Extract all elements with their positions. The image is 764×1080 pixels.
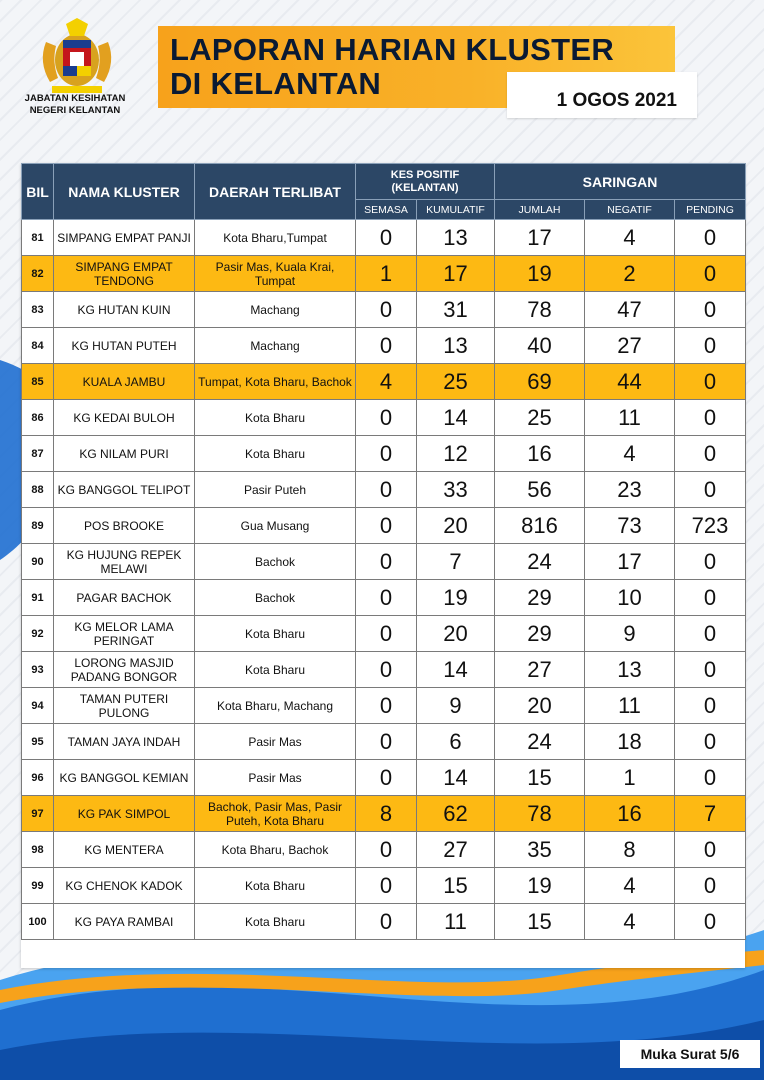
cell-kumulatif: 6 xyxy=(417,724,495,760)
header-bil: BIL xyxy=(22,164,54,220)
cell-semasa: 0 xyxy=(356,616,417,652)
cell-nama-kluster: KG MELOR LAMA PERINGAT xyxy=(54,616,195,652)
cell-jumlah: 19 xyxy=(495,868,585,904)
cluster-table-body xyxy=(22,220,746,940)
cell-semasa: 0 xyxy=(356,400,417,436)
cell-nama-kluster: KG PAYA RAMBAI xyxy=(54,904,195,940)
cell-kumulatif: 25 xyxy=(417,364,495,400)
cell-negatif: 4 xyxy=(585,904,675,940)
cell-jumlah: 816 xyxy=(495,508,585,544)
page-number: Muka Surat 5/6 xyxy=(620,1040,760,1068)
cell-semasa: 0 xyxy=(356,580,417,616)
cell-jumlah: 15 xyxy=(495,904,585,940)
cell-kumulatif: 17 xyxy=(417,256,495,292)
cluster-table-container xyxy=(21,163,745,968)
cell-semasa: 0 xyxy=(356,472,417,508)
cell-daerah: Kota Bharu,Tumpat xyxy=(195,220,356,256)
cell-kumulatif: 9 xyxy=(417,688,495,724)
cell-pending: 0 xyxy=(675,580,746,616)
cell-negatif: 16 xyxy=(585,796,675,832)
cell-negatif: 4 xyxy=(585,868,675,904)
cell-bil: 100 xyxy=(22,904,54,940)
cell-pending: 0 xyxy=(675,724,746,760)
table-row xyxy=(22,616,746,652)
cell-bil: 99 xyxy=(22,868,54,904)
cell-pending: 0 xyxy=(675,364,746,400)
cell-kumulatif: 31 xyxy=(417,292,495,328)
cell-pending: 723 xyxy=(675,508,746,544)
header-kes-positif xyxy=(356,164,495,200)
cell-bil: 83 xyxy=(22,292,54,328)
cell-negatif: 2 xyxy=(585,256,675,292)
cell-nama-kluster: KG BANGGOL TELIPOT xyxy=(54,472,195,508)
cell-bil: 94 xyxy=(22,688,54,724)
cell-pending: 0 xyxy=(675,328,746,364)
cell-semasa: 0 xyxy=(356,904,417,940)
cell-bil: 82 xyxy=(22,256,54,292)
cell-kumulatif: 19 xyxy=(417,580,495,616)
cell-daerah: Kota Bharu xyxy=(195,400,356,436)
cell-nama-kluster: POS BROOKE xyxy=(54,508,195,544)
cell-nama-kluster: KG KEDAI BULOH xyxy=(54,400,195,436)
cluster-table xyxy=(21,163,746,940)
cell-kumulatif: 27 xyxy=(417,832,495,868)
table-row xyxy=(22,508,746,544)
table-row xyxy=(22,544,746,580)
cell-pending: 0 xyxy=(675,616,746,652)
cell-negatif: 4 xyxy=(585,220,675,256)
cell-negatif: 4 xyxy=(585,436,675,472)
cell-nama-kluster: KG CHENOK KADOK xyxy=(54,868,195,904)
date-box xyxy=(507,72,697,118)
cell-semasa: 0 xyxy=(356,652,417,688)
title-line-1: LAPORAN HARIAN KLUSTER xyxy=(170,32,615,67)
cell-negatif: 10 xyxy=(585,580,675,616)
department-line-1: JABATAN KESIHATAN xyxy=(24,93,126,104)
cell-pending: 0 xyxy=(675,688,746,724)
cell-semasa: 0 xyxy=(356,760,417,796)
cell-jumlah: 19 xyxy=(495,256,585,292)
cell-semasa: 0 xyxy=(356,544,417,580)
cell-kumulatif: 20 xyxy=(417,508,495,544)
cell-negatif: 1 xyxy=(585,760,675,796)
cell-bil: 90 xyxy=(22,544,54,580)
cell-daerah: Tumpat, Kota Bharu, Bachok xyxy=(195,364,356,400)
cell-daerah: Kota Bharu xyxy=(195,904,356,940)
cell-nama-kluster: KG HUTAN PUTEH xyxy=(54,328,195,364)
cell-semasa: 0 xyxy=(356,436,417,472)
cell-bil: 86 xyxy=(22,400,54,436)
coat-of-arms-icon xyxy=(22,12,132,98)
cell-daerah: Pasir Mas xyxy=(195,724,356,760)
cell-semasa: 0 xyxy=(356,724,417,760)
header-negatif: NEGATIF xyxy=(585,200,675,220)
cell-semasa: 0 xyxy=(356,868,417,904)
cell-pending: 0 xyxy=(675,652,746,688)
cell-kumulatif: 62 xyxy=(417,796,495,832)
cell-daerah: Bachok xyxy=(195,580,356,616)
cell-negatif: 44 xyxy=(585,364,675,400)
table-row xyxy=(22,760,746,796)
cell-jumlah: 78 xyxy=(495,292,585,328)
cell-pending: 0 xyxy=(675,220,746,256)
cell-jumlah: 56 xyxy=(495,472,585,508)
cell-semasa: 0 xyxy=(356,220,417,256)
cell-nama-kluster: KG MENTERA xyxy=(54,832,195,868)
cell-daerah: Kota Bharu xyxy=(195,868,356,904)
cell-pending: 0 xyxy=(675,292,746,328)
cell-bil: 88 xyxy=(22,472,54,508)
cell-daerah: Kota Bharu, Bachok xyxy=(195,832,356,868)
table-row xyxy=(22,868,746,904)
table-row xyxy=(22,796,746,832)
cell-daerah: Pasir Puteh xyxy=(195,472,356,508)
header-pending: PENDING xyxy=(675,200,746,220)
cell-kumulatif: 7 xyxy=(417,544,495,580)
cell-negatif: 18 xyxy=(585,724,675,760)
cell-negatif: 73 xyxy=(585,508,675,544)
cell-bil: 87 xyxy=(22,436,54,472)
table-row xyxy=(22,220,746,256)
cell-kumulatif: 12 xyxy=(417,436,495,472)
cell-bil: 92 xyxy=(22,616,54,652)
cell-bil: 98 xyxy=(22,832,54,868)
table-row xyxy=(22,724,746,760)
table-row xyxy=(22,904,746,940)
cell-semasa: 0 xyxy=(356,292,417,328)
cell-pending: 0 xyxy=(675,904,746,940)
cell-daerah: Pasir Mas xyxy=(195,760,356,796)
cell-semasa: 4 xyxy=(356,364,417,400)
report-header xyxy=(0,0,764,160)
table-row xyxy=(22,364,746,400)
header-jumlah: JUMLAH xyxy=(495,200,585,220)
cell-jumlah: 17 xyxy=(495,220,585,256)
cell-nama-kluster: KG NILAM PURI xyxy=(54,436,195,472)
header-kumulatif: KUMULATIF xyxy=(417,200,495,220)
cell-kumulatif: 14 xyxy=(417,652,495,688)
cell-bil: 85 xyxy=(22,364,54,400)
cell-bil: 95 xyxy=(22,724,54,760)
cell-jumlah: 29 xyxy=(495,580,585,616)
cell-negatif: 9 xyxy=(585,616,675,652)
cell-semasa: 0 xyxy=(356,508,417,544)
cell-nama-kluster: KG HUTAN KUIN xyxy=(54,292,195,328)
cell-kumulatif: 15 xyxy=(417,868,495,904)
header-nama-kluster: NAMA KLUSTER xyxy=(54,164,195,220)
cell-pending: 0 xyxy=(675,832,746,868)
table-row xyxy=(22,436,746,472)
cell-negatif: 11 xyxy=(585,400,675,436)
cell-bil: 84 xyxy=(22,328,54,364)
cell-semasa: 0 xyxy=(356,328,417,364)
cell-negatif: 13 xyxy=(585,652,675,688)
header-daerah-terlibat: DAERAH TERLIBAT xyxy=(195,164,356,220)
report-date: 1 OGOS 2021 xyxy=(556,90,677,111)
cell-pending: 0 xyxy=(675,400,746,436)
cell-bil: 96 xyxy=(22,760,54,796)
cell-daerah: Kota Bharu xyxy=(195,616,356,652)
table-row xyxy=(22,688,746,724)
table-row xyxy=(22,652,746,688)
cell-daerah: Kota Bharu xyxy=(195,436,356,472)
cell-negatif: 27 xyxy=(585,328,675,364)
cell-jumlah: 24 xyxy=(495,724,585,760)
cell-pending: 7 xyxy=(675,796,746,832)
cell-jumlah: 29 xyxy=(495,616,585,652)
cell-daerah: Gua Musang xyxy=(195,508,356,544)
table-row xyxy=(22,400,746,436)
cell-jumlah: 15 xyxy=(495,760,585,796)
cell-daerah: Bachok, Pasir Mas, Pasir Puteh, Kota Bharu xyxy=(195,796,356,832)
cell-daerah: Machang xyxy=(195,328,356,364)
cell-kumulatif: 13 xyxy=(417,328,495,364)
cell-daerah: Kota Bharu xyxy=(195,652,356,688)
cell-pending: 0 xyxy=(675,436,746,472)
cell-pending: 0 xyxy=(675,544,746,580)
cell-bil: 97 xyxy=(22,796,54,832)
cell-semasa: 0 xyxy=(356,688,417,724)
cell-negatif: 17 xyxy=(585,544,675,580)
cell-nama-kluster: KG PAK SIMPOL xyxy=(54,796,195,832)
header-semasa: SEMASA xyxy=(356,200,417,220)
cell-semasa: 8 xyxy=(356,796,417,832)
department-name xyxy=(10,93,140,117)
cell-nama-kluster: TAMAN PUTERI PULONG xyxy=(54,688,195,724)
cell-daerah: Kota Bharu, Machang xyxy=(195,688,356,724)
cell-bil: 93 xyxy=(22,652,54,688)
title-line-2: DI KELANTAN xyxy=(170,66,382,101)
cell-pending: 0 xyxy=(675,256,746,292)
cell-nama-kluster: LORONG MASJID PADANG BONGOR xyxy=(54,652,195,688)
cell-jumlah: 20 xyxy=(495,688,585,724)
cell-nama-kluster: SIMPANG EMPAT TENDONG xyxy=(54,256,195,292)
table-row xyxy=(22,472,746,508)
header-kes-positif-line-2: (KELANTAN) xyxy=(391,181,459,194)
cell-jumlah: 27 xyxy=(495,652,585,688)
cell-daerah: Pasir Mas, Kuala Krai, Tumpat xyxy=(195,256,356,292)
cell-pending: 0 xyxy=(675,472,746,508)
cell-pending: 0 xyxy=(675,868,746,904)
cell-jumlah: 35 xyxy=(495,832,585,868)
table-row xyxy=(22,832,746,868)
cell-nama-kluster: KG BANGGOL KEMIAN xyxy=(54,760,195,796)
cell-daerah: Machang xyxy=(195,292,356,328)
cell-jumlah: 24 xyxy=(495,544,585,580)
header-kes-positif-line-1: KES POSITIF xyxy=(390,168,460,181)
cell-semasa: 0 xyxy=(356,832,417,868)
department-line-2: NEGERI KELANTAN xyxy=(29,105,121,116)
cell-negatif: 11 xyxy=(585,688,675,724)
cell-semasa: 1 xyxy=(356,256,417,292)
cell-nama-kluster: SIMPANG EMPAT PANJI xyxy=(54,220,195,256)
cell-kumulatif: 13 xyxy=(417,220,495,256)
cell-jumlah: 69 xyxy=(495,364,585,400)
cell-kumulatif: 11 xyxy=(417,904,495,940)
cell-jumlah: 25 xyxy=(495,400,585,436)
cell-jumlah: 16 xyxy=(495,436,585,472)
cell-jumlah: 78 xyxy=(495,796,585,832)
header-saringan: SARINGAN xyxy=(495,164,746,200)
cell-kumulatif: 14 xyxy=(417,760,495,796)
cell-pending: 0 xyxy=(675,760,746,796)
cell-negatif: 47 xyxy=(585,292,675,328)
table-row xyxy=(22,328,746,364)
cell-negatif: 23 xyxy=(585,472,675,508)
cell-negatif: 8 xyxy=(585,832,675,868)
table-row xyxy=(22,292,746,328)
cell-nama-kluster: KG HUJUNG REPEK MELAWI xyxy=(54,544,195,580)
cell-kumulatif: 33 xyxy=(417,472,495,508)
cell-bil: 89 xyxy=(22,508,54,544)
cell-kumulatif: 14 xyxy=(417,400,495,436)
table-row xyxy=(22,256,746,292)
cell-nama-kluster: PAGAR BACHOK xyxy=(54,580,195,616)
table-row xyxy=(22,580,746,616)
cell-jumlah: 40 xyxy=(495,328,585,364)
cell-nama-kluster: TAMAN JAYA INDAH xyxy=(54,724,195,760)
cell-nama-kluster: KUALA JAMBU xyxy=(54,364,195,400)
cell-kumulatif: 20 xyxy=(417,616,495,652)
cell-daerah: Bachok xyxy=(195,544,356,580)
cell-bil: 81 xyxy=(22,220,54,256)
cell-bil: 91 xyxy=(22,580,54,616)
